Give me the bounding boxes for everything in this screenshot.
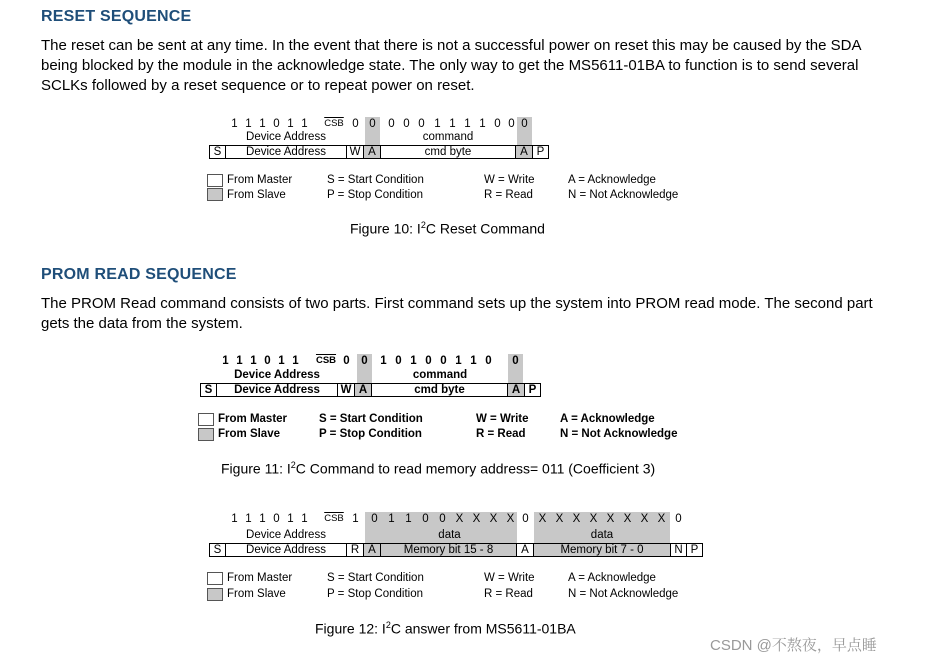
- slave-swatch: [198, 428, 214, 441]
- legend-read: R = Read: [484, 189, 533, 201]
- legend-read: R = Read: [484, 588, 533, 600]
- bit: 0: [418, 118, 425, 130]
- legend-start: S = Start Condition: [327, 572, 424, 584]
- legend-ack: A = Acknowledge: [568, 572, 656, 584]
- bit: X: [506, 513, 515, 525]
- ack-cell: A: [363, 145, 381, 159]
- legend-stop: P = Stop Condition: [319, 428, 422, 440]
- bit: 1: [259, 118, 266, 130]
- stop-cell: P: [524, 383, 541, 397]
- bit: X: [538, 513, 547, 525]
- legend-nack: N = Not Acknowledge: [568, 588, 679, 600]
- legend-start: S = Start Condition: [327, 174, 424, 186]
- bit: 0: [425, 355, 432, 367]
- figure-11-caption: [221, 460, 655, 477]
- bit: X: [623, 513, 632, 525]
- bit: 1: [250, 355, 257, 367]
- bit: 1: [287, 513, 294, 525]
- memory-bit-7-0-cell: Memory bit 7 - 0: [533, 543, 671, 557]
- legend-ack: A = Acknowledge: [560, 413, 655, 425]
- prom-heading: PROM READ SEQUENCE: [41, 266, 237, 283]
- caption-text: Figure 10: I: [350, 220, 421, 237]
- caption-text: Figure 11: I: [221, 460, 291, 477]
- bit: 1: [352, 513, 359, 525]
- device-address-label: Device Address: [234, 369, 320, 381]
- legend-ack: A = Acknowledge: [568, 174, 656, 186]
- caption-text: C answer from MS5611-01BA: [390, 620, 576, 637]
- bit: 1: [222, 355, 229, 367]
- bit: 0: [395, 355, 402, 367]
- bit: 0: [369, 118, 376, 130]
- bit: 1: [449, 118, 456, 130]
- caption-sup: 2: [290, 460, 296, 470]
- bit: 0: [494, 118, 501, 130]
- prom-paragraph: The PROM Read command consists of two parts. First command sets up the system into PROM read mode. The second part gets the data from the system.: [41, 295, 873, 332]
- legend-stop: P = Stop Condition: [327, 189, 424, 201]
- bit: 0: [440, 355, 447, 367]
- legend-from-master: From Master: [227, 572, 293, 584]
- bit: 1: [292, 355, 299, 367]
- caption-text: Figure 12: I: [315, 620, 386, 637]
- stop-cell: P: [686, 543, 703, 557]
- bit: 1: [231, 513, 238, 525]
- ack-cell: A: [354, 383, 372, 397]
- bit: 0: [343, 355, 350, 367]
- legend-from-slave: From Slave: [227, 588, 286, 600]
- bit: X: [472, 513, 481, 525]
- figure-10-caption: [350, 220, 545, 237]
- master-swatch: [198, 413, 214, 426]
- bit: 1: [470, 355, 477, 367]
- bit: 0: [521, 118, 528, 130]
- watermark: CSDN @不熬夜，早点睡: [710, 637, 877, 654]
- device-address-cell: Device Address: [225, 145, 347, 159]
- nack-cell: N: [670, 543, 687, 557]
- ack-cell: A: [515, 145, 533, 159]
- reset-heading: RESET SEQUENCE: [41, 8, 192, 25]
- command-label: command: [412, 369, 468, 381]
- bit: 1: [455, 355, 462, 367]
- bit: 0: [675, 513, 682, 525]
- bit: 1: [278, 355, 285, 367]
- legend-write: W = Write: [484, 174, 535, 186]
- data-label: data: [590, 529, 614, 541]
- bit: 1: [410, 355, 417, 367]
- bit: 1: [301, 513, 308, 525]
- legend-from-master: From Master: [218, 413, 288, 425]
- reset-paragraph: The reset can be sent at any time. In the event that there is not a successful power on reset this may be caused by the SDA being blocked by the module in the acknowledge state. The only way to get the MS5611-01BA to function is to send several SCLKs followed by a reset sequence or to repeat power on reset.: [41, 37, 861, 94]
- write-cell: W: [337, 383, 355, 397]
- bit: 1: [405, 513, 412, 525]
- bit: 1: [301, 118, 308, 130]
- bit: 0: [422, 513, 429, 525]
- bit: 1: [479, 118, 486, 130]
- bit: X: [606, 513, 615, 525]
- bit: 1: [380, 355, 387, 367]
- bit: 0: [522, 513, 529, 525]
- bit: 1: [388, 513, 395, 525]
- caption-sup: 2: [385, 620, 391, 630]
- bit: 1: [259, 513, 266, 525]
- start-cell: S: [209, 145, 226, 159]
- legend-write: W = Write: [484, 572, 535, 584]
- read-cell: R: [346, 543, 364, 557]
- bit: 0: [371, 513, 378, 525]
- write-cell: W: [346, 145, 364, 159]
- bit: 0: [403, 118, 410, 130]
- bit: 0: [361, 355, 368, 367]
- csb-label: $\overline{CSB}$: [324, 118, 344, 129]
- csb-label: $\overline{CSB}$: [315, 355, 337, 366]
- bit: X: [657, 513, 666, 525]
- bit: 0: [439, 513, 446, 525]
- master-swatch: [207, 174, 223, 187]
- bit: 0: [512, 355, 519, 367]
- caption-text: C Command to read memory address= 011 (Coefficient 3): [295, 460, 656, 477]
- legend-stop: P = Stop Condition: [327, 588, 424, 600]
- bit: 0: [485, 355, 492, 367]
- legend-from-slave: From Slave: [218, 428, 280, 440]
- bit: 1: [236, 355, 243, 367]
- cmd-byte-cell: cmd byte: [371, 383, 508, 397]
- ack-cell: A: [516, 543, 534, 557]
- bit: X: [455, 513, 464, 525]
- cmd-byte-cell: cmd byte: [380, 145, 516, 159]
- bit: 0: [273, 513, 280, 525]
- legend-read: R = Read: [476, 428, 526, 440]
- bit: X: [572, 513, 581, 525]
- memory-bit-15-8-cell: Memory bit 15 - 8: [380, 543, 517, 557]
- legend-from-master: From Master: [227, 174, 293, 186]
- stop-cell: P: [532, 145, 549, 159]
- ack-cell: A: [363, 543, 381, 557]
- bit: X: [640, 513, 649, 525]
- legend-start: S = Start Condition: [319, 413, 423, 425]
- bit: 1: [464, 118, 471, 130]
- bit: 0: [352, 118, 359, 130]
- bit: 1: [245, 513, 252, 525]
- command-label: command: [422, 131, 474, 143]
- csb-label: $\overline{CSB}$: [324, 513, 344, 524]
- master-swatch: [207, 572, 223, 585]
- device-address-cell: Device Address: [216, 383, 338, 397]
- start-cell: S: [200, 383, 217, 397]
- bit: X: [589, 513, 598, 525]
- bit: 0: [388, 118, 395, 130]
- device-address-label: Device Address: [246, 529, 326, 541]
- legend-nack: N = Not Acknowledge: [560, 428, 678, 440]
- bit: 0: [273, 118, 280, 130]
- slave-swatch: [207, 188, 223, 201]
- caption-sup: 2: [420, 220, 426, 230]
- legend-write: W = Write: [476, 413, 529, 425]
- bit: 1: [434, 118, 441, 130]
- bit: X: [555, 513, 564, 525]
- legend-nack: N = Not Acknowledge: [568, 189, 679, 201]
- figure-12-caption: [315, 620, 576, 637]
- device-address-cell: Device Address: [225, 543, 347, 557]
- caption-text: C Reset Command: [425, 220, 545, 237]
- ack-cell: A: [507, 383, 525, 397]
- bit: X: [489, 513, 498, 525]
- bit: 0: [264, 355, 271, 367]
- bit: 0: [508, 118, 515, 130]
- data-label: data: [438, 529, 461, 541]
- slave-swatch: [207, 588, 223, 601]
- bit: 1: [245, 118, 252, 130]
- bit: 1: [287, 118, 294, 130]
- start-cell: S: [209, 543, 226, 557]
- legend-from-slave: From Slave: [227, 189, 286, 201]
- device-address-label: Device Address: [246, 131, 326, 143]
- bit: 1: [231, 118, 238, 130]
